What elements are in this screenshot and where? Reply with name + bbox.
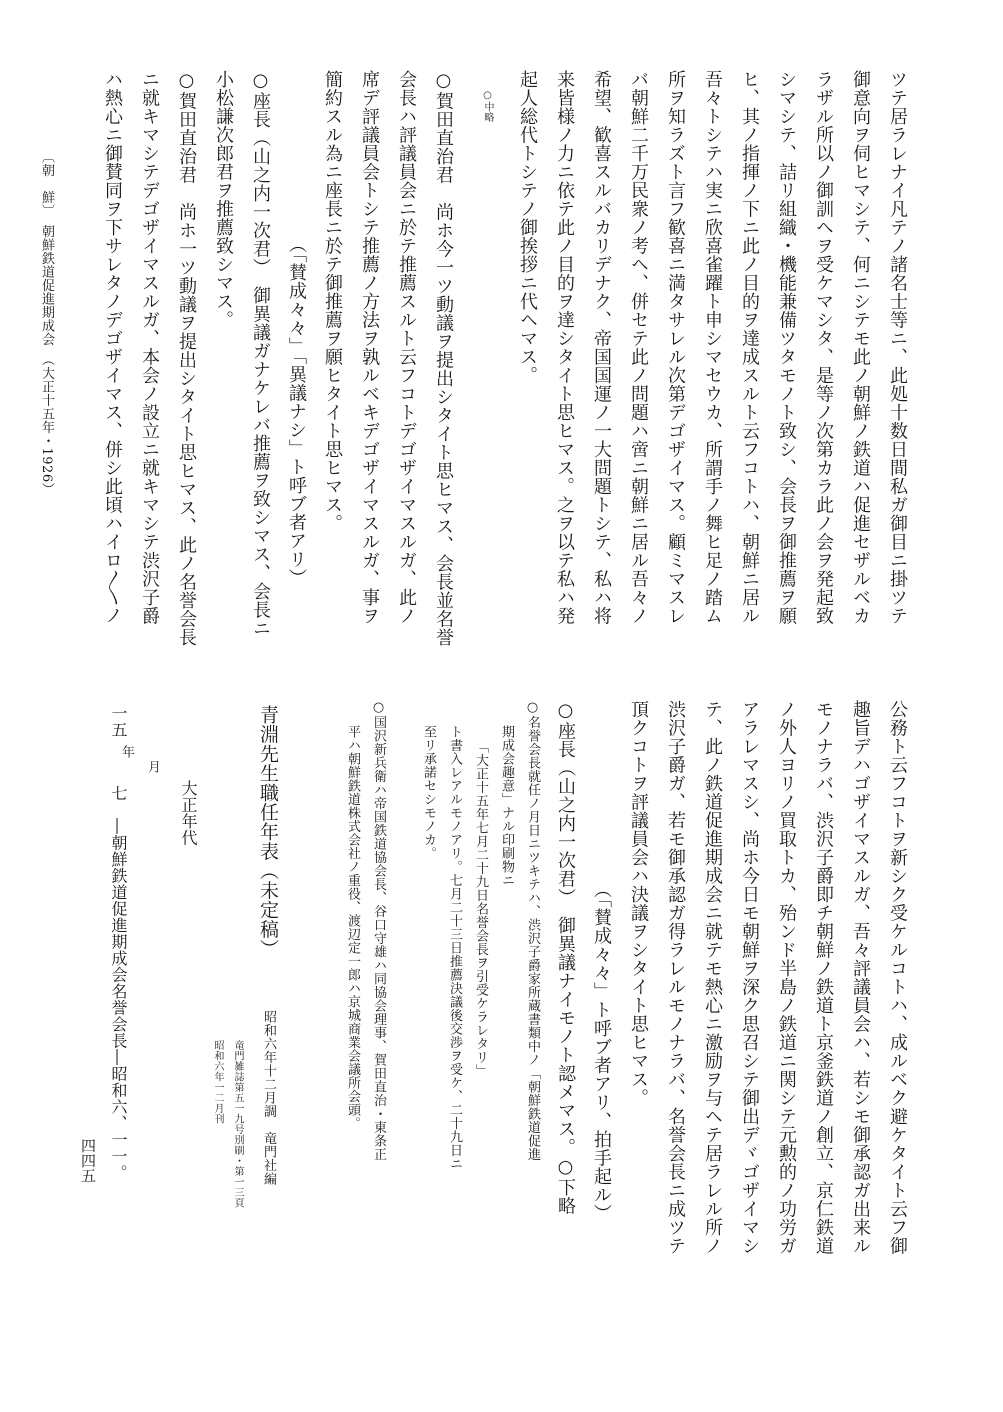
editor-note: ○国沢新兵衛ハ帝国鉄道協会長、谷口守雄ハ同協会理事、賀田直治・東条正 [371, 700, 386, 1161]
chronology-entry-year: 一五 [109, 705, 128, 738]
chronology-compiled: 昭和六年十二月調 竜門社編 [261, 1010, 276, 1186]
body-column: ニ就キマシテデゴザイマスルガ、本会ノ設立ニ就キマシテ渋沢子爵 [139, 70, 160, 625]
applause-note: （「賛成々々」「異議ナシ」ト呼ブ者アリ） [286, 235, 307, 587]
speech-column: ○座長（山之内一次君） 御異議ナイモノト認メマス。○下略 [555, 700, 576, 1215]
body-column: 簡約スル為ニ座長ニ於テ御推薦ヲ願ヒタイト思ヒマス。 [322, 70, 343, 533]
body-column: 趣旨デハゴザイマスルガ、吾々評議員会ハ、若シモ御承認ガ出来ル [850, 700, 871, 1255]
body-column: 会長ハ評議員会ニ於テ推薦スルト云フコトデゴザイマスルガ、此ノ [396, 70, 417, 625]
page-number: 四四五 [79, 1138, 97, 1183]
speech-column: ○座長（山之内一次君） 御異議ガナケレバ推薦ヲ致シマス、会長ニ [250, 70, 271, 638]
editor-note: 「大正十五年七月二十九日名誉会長ヲ引受ケラレタリ」 [473, 740, 488, 1078]
body-column: 来皆様ノ力ニ依テ此ノ目的ヲ達シタイト思ヒマス。之ヲ以テ私ハ発 [554, 70, 575, 625]
body-column: アラレマスシ、尚ホ今日モ朝鮮ヲ深ク思召シテ御出デヾゴザイマシ [739, 700, 760, 1255]
body-column: 席デ評議員会トシテ推薦ノ方法ヲ孰ルベキデゴザイマスルガ、事ヲ [359, 70, 380, 625]
body-column: 公務ト云フコトヲ新シク受ケルコトハ、成ルベク避ケタイト云フ御 [887, 700, 908, 1255]
chronology-source: 昭和六年一二月刊 [212, 1040, 223, 1124]
chronology-year-label: 年 [119, 745, 134, 759]
chronology-month-label: 月 [145, 760, 160, 774]
editor-note: ト書入レアルモノアリ。七月二十三日推薦決議後交渉ヲ受ケ、二十九日ニ [447, 725, 462, 1171]
body-column: ヒ、其ノ指揮ノ下ニ此ノ目的ヲ達成スルト云フコトハ、朝鮮ニ居ル [739, 70, 760, 625]
chronology-era: 大正年代 [179, 780, 198, 846]
body-column: 御意向ヲ伺ヒマシテ、何ニシテモ此ノ朝鮮ノ鉄道ハ促進セザルベカ [850, 70, 871, 625]
running-header [40, 150, 53, 690]
chronology-entry: 七 ―朝鮮鉄道促進期成会名誉会長―昭和六、一一。 [109, 785, 128, 1181]
body-column: 起人総代トシテノ御挨拶ニ代ヘマス。 [517, 70, 538, 385]
body-column: ツテ居ラレナイ凡テノ諸名士等ニ、此処十数日間私ガ御目ニ掛ツテ [887, 70, 908, 625]
chronology-source: 竜門雑誌第五一九号別刷・第一三頁 [232, 1040, 243, 1208]
applause-note: （「賛成々々」ト呼ブ者アリ、拍手起ル） [591, 880, 612, 1223]
running-header-title: 朝鮮鉄道促進期成会 （大正十五年・1926） [39, 224, 54, 497]
editor-note: 平ハ朝鮮鉄道株式会社ノ重役、渡辺定一郎ハ京城商業会議所会頭。 [345, 725, 360, 1130]
chronology-title: 青淵先生職任年表（未定稿） [257, 705, 279, 959]
body-column: モノナラバ、渋沢子爵即チ朝鮮ノ鉄道ト京釜鉄道ノ創立、京仁鉄道 [813, 700, 834, 1255]
body-column: ノ外人ヨリノ買取トカ、殆ンド半島ノ鉄道ニ関シテ元勲的ノ功労ガ [776, 700, 797, 1255]
body-column: 希望、歓喜スルバカリデナク、帝国国運ノ一大問題トシテ、私ハ将 [591, 70, 612, 625]
body-column: 吾々トシテハ実ニ欣喜雀躍ト申シマセウカ、所謂手ノ舞ヒ足ノ踏ム [702, 70, 723, 625]
speech-column: ○賀田直治君 尚ホ今一ツ動議ヲ提出シタイト思ヒマス、会長並名誉 [433, 70, 454, 647]
body-column: 所ヲ知ラズト言フ歓喜ニ満タサレル次第デゴザイマス。顧ミマスレ [665, 70, 686, 625]
running-header-category: 〔朝 鮮〕 [39, 150, 54, 211]
body-column: テ、此ノ鉄道促進期成会ニ就テモ熱心ニ激励ヲ与ヘテ居ラレル所ノ [702, 700, 723, 1255]
editor-note: ○名誉会長就任ノ月日ニツキテハ、渋沢子爵家所蔵書類中ノ「朝鮮鉄道促進 [525, 700, 540, 1161]
body-column: シマシテ、詰リ組織・機能兼備ツタモノト致シ、会長ヲ御推薦ヲ願 [776, 70, 797, 625]
body-column: ラザル所以ノ御訓ヘヲ受ケマシタ、是等ノ次第カラ此ノ会ヲ発起致 [813, 70, 834, 625]
body-column: 小松謙次郎君ヲ推薦致シマス。 [213, 70, 234, 329]
editor-note: 期成会趣意」ナル印刷物ニ [499, 725, 514, 887]
speech-column: ○賀田直治君 尚ホ一ツ動議ヲ提出シタイト思ヒマス、此ノ名誉会長 [176, 70, 197, 647]
editor-note: 至リ承諾セシモノカ。 [421, 725, 436, 860]
omission-note: ○中略 [482, 90, 493, 123]
body-column: ハ熱心ニ御賛同ヲ下サレタノデゴザイマス、併シ此頃ハイロ〳〵ノ [102, 70, 123, 625]
body-column: バ朝鮮二千万民衆ノ考ヘ、併セテ此ノ問題ハ啻ニ朝鮮ニ居ル吾々ノ [628, 70, 649, 625]
body-column: 渋沢子爵ガ、若モ御承認ガ得ラレルモノナラバ、名誉会長ニ成ツテ [665, 700, 686, 1255]
body-column: 頂クコトヲ評議員会ハ決議ヲシタイト思ヒマス。 [628, 700, 649, 1107]
